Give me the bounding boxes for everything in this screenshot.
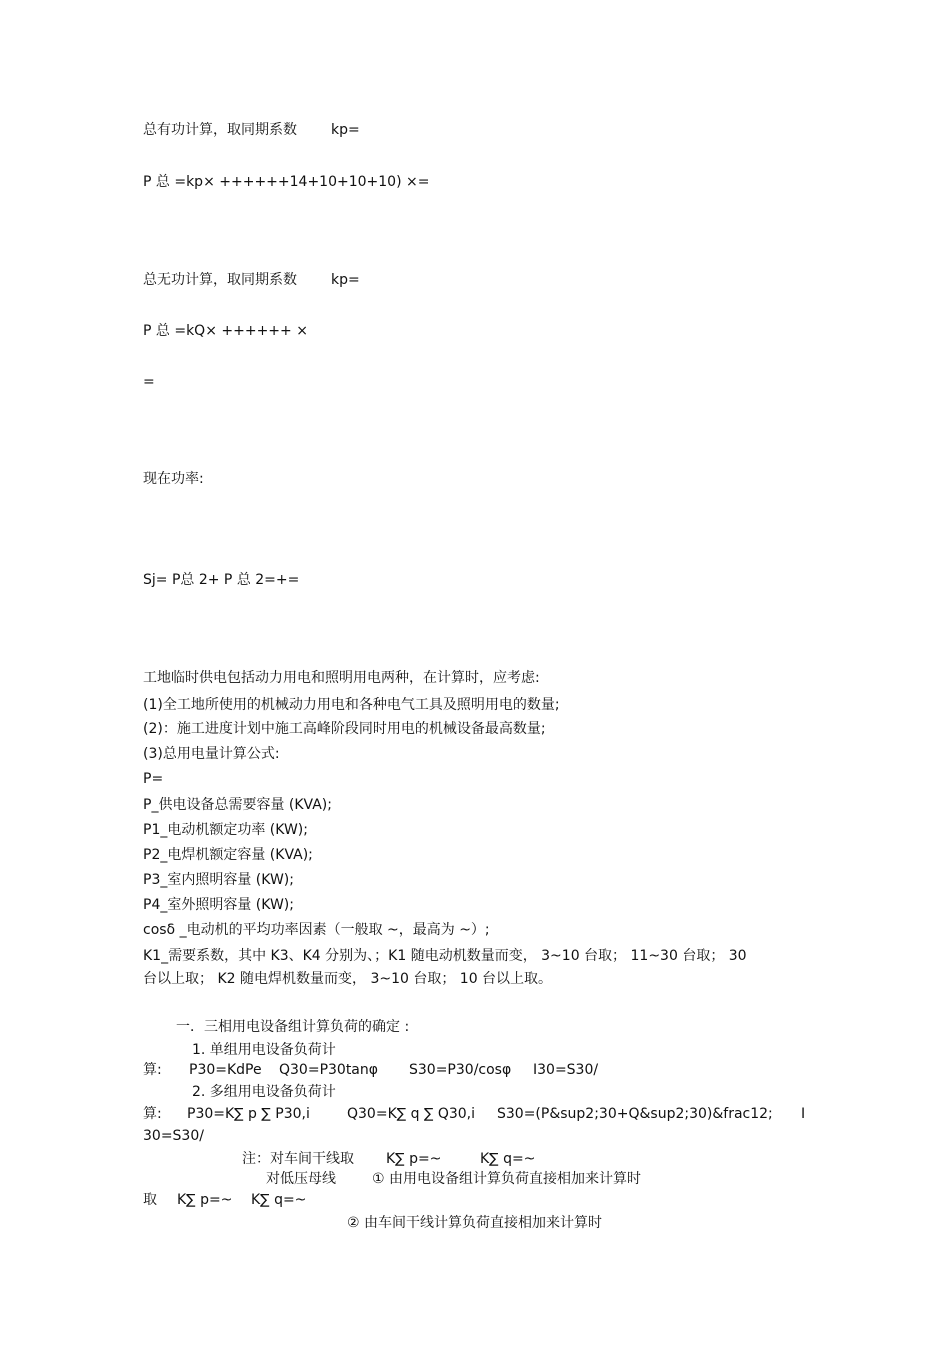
multi-group-i30: 30=S30/ <box>143 1128 204 1144</box>
site-power-item-2: (2)：施工进度计划中施工高峰阶段同时用电的机械设备最高数量; <box>143 721 546 737</box>
note-label: 注：对车间干线取 <box>242 1151 354 1167</box>
reactive-power-title: 总无功计算，取同期系数 <box>143 272 297 288</box>
note-case-1: ① 由用电设备组计算负荷直接相加来计算时 <box>372 1171 641 1187</box>
note-take: 取 <box>143 1192 157 1208</box>
multi-group-subheading: 2. 多组用电设备负荷计 <box>192 1084 336 1100</box>
multi-group-s30: S30=(P&sup2;30+Q&sup2;30)&frac12; <box>497 1106 773 1122</box>
single-group-i30: I30=S30/ <box>533 1062 599 1078</box>
reactive-power-formula: P 总 =kQ× ++++++ × <box>143 323 308 339</box>
definition-cos: cosδ _电动机的平均功率因素（一般取 ~，最高为 ~）; <box>143 922 490 938</box>
active-power-kp: kp= <box>331 122 360 138</box>
reactive-power-kp: kp= <box>331 272 360 288</box>
definition-p: P_供电设备总需要容量 (KVA); <box>143 797 332 813</box>
multi-group-p30: P30=K∑ p ∑ P30,i <box>187 1106 310 1122</box>
multi-group-i: I <box>801 1106 806 1122</box>
single-group-q30: Q30=P30tanφ <box>279 1062 378 1078</box>
three-phase-heading: 一．三相用电设备组计算负荷的确定 : <box>176 1019 410 1035</box>
note-kq: K∑ q=~ <box>480 1151 536 1167</box>
active-power-formula: P 总 =kp× ++++++14+10+10+10) ×= <box>143 174 430 190</box>
definition-k-line-2: 台以上取； K2 随电焊机数量而变， 3~10 台取； 10 台以上取。 <box>143 971 553 987</box>
multi-group-label: 算: <box>143 1106 162 1122</box>
apparent-power-formula: Sj= P总 2+ P 总 2=+= <box>143 572 300 588</box>
site-power-item-1: (1)全工地所使用的机械动力用电和各种电气工具及照明用电的数量; <box>143 697 560 713</box>
single-group-label: 算: <box>143 1062 162 1078</box>
definition-p2: P2_电焊机额定容量 (KVA); <box>143 847 313 863</box>
definition-p1: P1_电动机额定功率 (KW); <box>143 822 308 838</box>
active-power-title: 总有功计算，取同期系数 <box>143 122 297 138</box>
definition-p4: P4_室外照明容量 (KW); <box>143 897 294 913</box>
definition-k-line-1: K1_需要系数，其中 K3、K4 分别为、；K1 随电动机数量而变， 3~10 台取； 11~30 台取； 30 <box>143 948 747 964</box>
site-power-item-3: (3)总用电量计算公式: <box>143 746 280 762</box>
note-kq-2: K∑ q=~ <box>251 1192 307 1208</box>
note-kp: K∑ p=~ <box>386 1151 442 1167</box>
reactive-power-result: = <box>143 374 155 390</box>
note-low-voltage: 对低压母线 <box>266 1171 336 1187</box>
total-power-equation: P= <box>143 771 164 787</box>
single-group-subheading: 1. 单组用电设备负荷计 <box>192 1042 336 1058</box>
note-case-2: ② 由车间干线计算负荷直接相加来计算时 <box>347 1215 602 1231</box>
apparent-power-title: 现在功率: <box>143 471 204 487</box>
single-group-p30: P30=KdPe <box>189 1062 262 1078</box>
multi-group-q30: Q30=K∑ q ∑ Q30,i <box>347 1106 476 1122</box>
note-kp-2: K∑ p=~ <box>177 1192 233 1208</box>
single-group-s30: S30=P30/cosφ <box>409 1062 512 1078</box>
definition-p3: P3_室内照明容量 (KW); <box>143 872 294 888</box>
site-power-intro: 工地临时供电包括动力用电和照明用电两种，在计算时，应考虑: <box>143 670 540 686</box>
